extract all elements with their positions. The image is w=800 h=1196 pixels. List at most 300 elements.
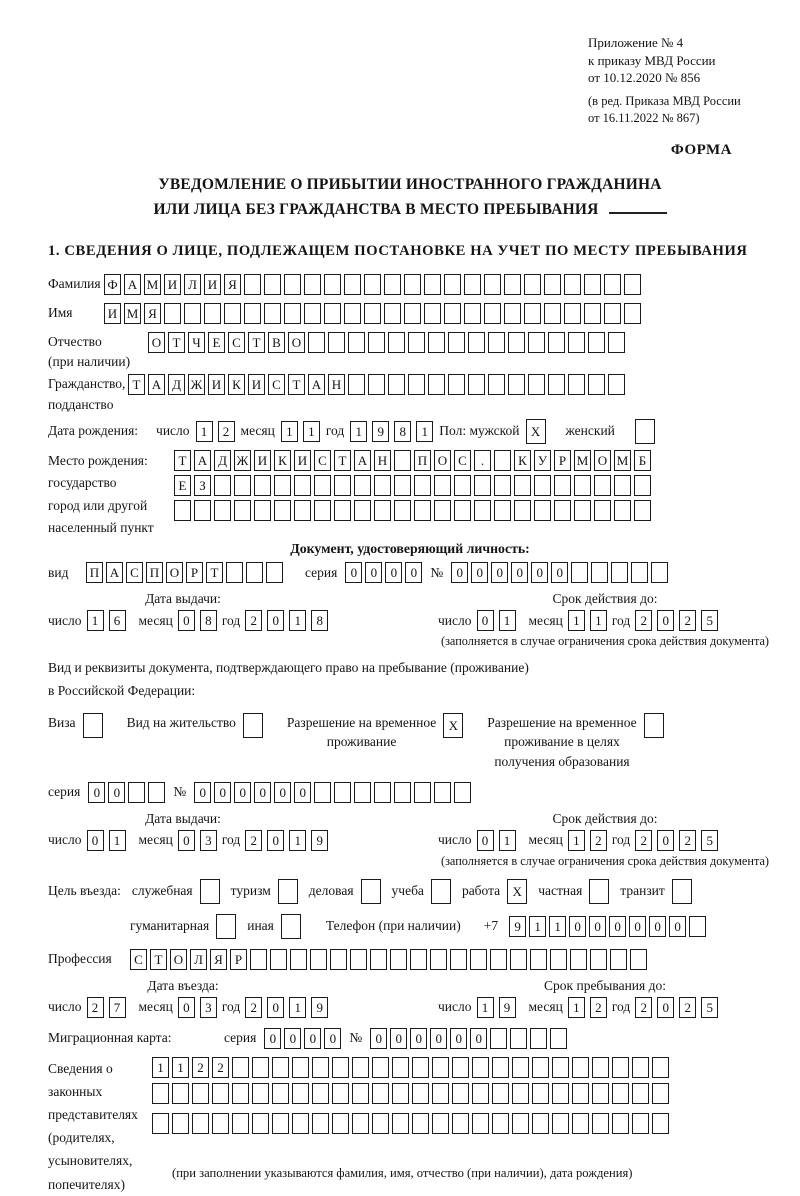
empty-cell[interactable] <box>172 1083 189 1104</box>
filled-cell[interactable]: 9 <box>311 830 328 851</box>
empty-cell[interactable] <box>274 475 291 496</box>
empty-cell[interactable] <box>226 562 243 583</box>
empty-cell[interactable] <box>292 1113 309 1134</box>
purpose-humanitarian-checkbox[interactable] <box>216 914 236 939</box>
empty-cell[interactable] <box>652 1113 669 1134</box>
filled-cell[interactable]: 1 <box>281 421 298 442</box>
filled-cell[interactable]: 0 <box>657 997 674 1018</box>
empty-cell[interactable] <box>592 1113 609 1134</box>
empty-cell[interactable] <box>514 475 531 496</box>
empty-cell[interactable] <box>604 303 621 324</box>
empty-cell[interactable] <box>364 274 381 295</box>
filled-cell[interactable]: 0 <box>511 562 528 583</box>
filled-cell[interactable]: 0 <box>284 1028 301 1049</box>
empty-cell[interactable] <box>454 782 471 803</box>
filled-cell[interactable]: Б <box>634 450 651 471</box>
empty-cell[interactable] <box>452 1083 469 1104</box>
residence-permit-checkbox[interactable] <box>243 713 263 738</box>
empty-cell[interactable] <box>428 332 445 353</box>
empty-cell[interactable] <box>651 562 668 583</box>
empty-cell[interactable] <box>344 303 361 324</box>
empty-cell[interactable] <box>128 782 145 803</box>
filled-cell[interactable]: О <box>148 332 165 353</box>
filled-cell[interactable]: 0 <box>294 782 311 803</box>
empty-cell[interactable] <box>474 475 491 496</box>
empty-cell[interactable] <box>434 500 451 521</box>
empty-cell[interactable] <box>332 1057 349 1078</box>
filled-cell[interactable]: 2 <box>635 830 652 851</box>
filled-cell[interactable]: С <box>228 332 245 353</box>
filled-cell[interactable]: 2 <box>218 421 235 442</box>
filled-cell[interactable]: 1 <box>590 610 607 631</box>
empty-cell[interactable] <box>390 949 407 970</box>
empty-cell[interactable] <box>492 1057 509 1078</box>
empty-cell[interactable] <box>370 949 387 970</box>
purpose-transit-checkbox[interactable] <box>672 879 692 904</box>
empty-cell[interactable] <box>284 274 301 295</box>
empty-cell[interactable] <box>304 274 321 295</box>
empty-cell[interactable] <box>216 914 236 939</box>
empty-cell[interactable] <box>488 332 505 353</box>
filled-cell[interactable]: 2 <box>679 610 696 631</box>
empty-cell[interactable] <box>452 1113 469 1134</box>
filled-cell[interactable]: 0 <box>267 830 284 851</box>
empty-cell[interactable] <box>568 374 585 395</box>
empty-cell[interactable] <box>612 1057 629 1078</box>
empty-cell[interactable] <box>412 1057 429 1078</box>
empty-cell[interactable] <box>428 374 445 395</box>
empty-cell[interactable] <box>392 1083 409 1104</box>
empty-cell[interactable] <box>634 475 651 496</box>
empty-cell[interactable] <box>292 1057 309 1078</box>
filled-cell[interactable]: 9 <box>509 916 526 937</box>
gender-male-checkbox[interactable] <box>526 419 546 444</box>
empty-cell[interactable] <box>532 1083 549 1104</box>
empty-cell[interactable] <box>494 500 511 521</box>
empty-cell[interactable] <box>550 1028 567 1049</box>
empty-cell[interactable] <box>548 332 565 353</box>
empty-cell[interactable] <box>490 1028 507 1049</box>
empty-cell[interactable] <box>314 500 331 521</box>
filled-cell[interactable]: 0 <box>470 1028 487 1049</box>
purpose-other-checkbox[interactable] <box>281 914 301 939</box>
empty-cell[interactable] <box>450 949 467 970</box>
filled-cell[interactable]: 0 <box>178 610 195 631</box>
filled-cell[interactable]: О <box>434 450 451 471</box>
empty-cell[interactable] <box>484 274 501 295</box>
empty-cell[interactable] <box>246 562 263 583</box>
empty-cell[interactable] <box>444 303 461 324</box>
empty-cell[interactable] <box>384 303 401 324</box>
empty-cell[interactable] <box>474 500 491 521</box>
empty-cell[interactable] <box>424 274 441 295</box>
filled-cell[interactable]: П <box>86 562 103 583</box>
filled-cell[interactable]: 0 <box>234 782 251 803</box>
filled-cell[interactable]: 2 <box>212 1057 229 1078</box>
empty-cell[interactable] <box>83 713 103 738</box>
filled-cell[interactable]: 0 <box>609 916 626 937</box>
empty-cell[interactable] <box>324 303 341 324</box>
filled-cell[interactable]: 5 <box>701 610 718 631</box>
empty-cell[interactable] <box>294 475 311 496</box>
empty-cell[interactable] <box>524 303 541 324</box>
empty-cell[interactable] <box>404 274 421 295</box>
filled-cell[interactable]: А <box>308 374 325 395</box>
filled-cell[interactable]: Е <box>174 475 191 496</box>
empty-cell[interactable] <box>591 562 608 583</box>
empty-cell[interactable] <box>243 713 263 738</box>
filled-cell[interactable]: Я <box>144 303 161 324</box>
empty-cell[interactable] <box>388 374 405 395</box>
empty-cell[interactable] <box>652 1083 669 1104</box>
filled-cell[interactable]: С <box>130 949 147 970</box>
empty-cell[interactable] <box>200 879 220 904</box>
empty-cell[interactable] <box>589 879 609 904</box>
empty-cell[interactable] <box>352 1083 369 1104</box>
filled-cell[interactable]: 0 <box>629 916 646 937</box>
empty-cell[interactable] <box>672 879 692 904</box>
empty-cell[interactable] <box>492 1113 509 1134</box>
empty-cell[interactable] <box>608 332 625 353</box>
empty-cell[interactable] <box>512 1113 529 1134</box>
filled-cell[interactable]: Е <box>208 332 225 353</box>
empty-cell[interactable] <box>264 274 281 295</box>
empty-cell[interactable] <box>468 332 485 353</box>
filled-cell[interactable]: 0 <box>430 1028 447 1049</box>
filled-cell[interactable]: 0 <box>477 610 494 631</box>
empty-cell[interactable] <box>250 949 267 970</box>
filled-cell[interactable]: 1 <box>568 610 585 631</box>
empty-cell[interactable] <box>264 303 281 324</box>
empty-cell[interactable] <box>394 500 411 521</box>
empty-cell[interactable] <box>352 1113 369 1134</box>
filled-cell[interactable]: Р <box>186 562 203 583</box>
filled-cell[interactable]: О <box>170 949 187 970</box>
empty-cell[interactable] <box>212 1113 229 1134</box>
filled-cell[interactable]: К <box>274 450 291 471</box>
empty-cell[interactable] <box>689 916 706 937</box>
empty-cell[interactable] <box>414 475 431 496</box>
empty-cell[interactable] <box>644 713 664 738</box>
empty-cell[interactable] <box>232 1083 249 1104</box>
empty-cell[interactable] <box>590 949 607 970</box>
empty-cell[interactable] <box>504 274 521 295</box>
filled-cell[interactable]: 0 <box>390 1028 407 1049</box>
empty-cell[interactable] <box>232 1057 249 1078</box>
filled-cell[interactable]: 0 <box>214 782 231 803</box>
empty-cell[interactable] <box>494 450 511 471</box>
filled-cell[interactable]: 0 <box>88 782 105 803</box>
empty-cell[interactable] <box>652 1057 669 1078</box>
filled-cell[interactable]: Ж <box>188 374 205 395</box>
empty-cell[interactable] <box>408 332 425 353</box>
empty-cell[interactable] <box>564 303 581 324</box>
filled-cell[interactable]: 1 <box>196 421 213 442</box>
filled-cell[interactable]: В <box>268 332 285 353</box>
empty-cell[interactable] <box>368 374 385 395</box>
empty-cell[interactable] <box>448 374 465 395</box>
filled-cell[interactable]: 1 <box>109 830 126 851</box>
empty-cell[interactable] <box>432 1057 449 1078</box>
filled-cell[interactable]: И <box>164 274 181 295</box>
empty-cell[interactable] <box>354 475 371 496</box>
filled-cell[interactable]: Т <box>334 450 351 471</box>
empty-cell[interactable] <box>234 500 251 521</box>
empty-cell[interactable] <box>464 303 481 324</box>
empty-cell[interactable] <box>634 500 651 521</box>
empty-cell[interactable] <box>552 1113 569 1134</box>
filled-cell[interactable]: 0 <box>589 916 606 937</box>
empty-cell[interactable] <box>192 1113 209 1134</box>
filled-cell[interactable]: О <box>166 562 183 583</box>
filled-cell[interactable]: Р <box>230 949 247 970</box>
empty-cell[interactable] <box>266 562 283 583</box>
filled-cell[interactable]: 5 <box>701 830 718 851</box>
purpose-work-checkbox[interactable] <box>507 879 527 904</box>
filled-cell[interactable]: А <box>124 274 141 295</box>
empty-cell[interactable] <box>468 374 485 395</box>
empty-cell[interactable] <box>314 475 331 496</box>
filled-cell[interactable]: 0 <box>267 997 284 1018</box>
filled-cell[interactable]: М <box>144 274 161 295</box>
filled-cell[interactable]: А <box>194 450 211 471</box>
empty-cell[interactable] <box>254 500 271 521</box>
empty-cell[interactable] <box>324 274 341 295</box>
filled-cell[interactable]: 1 <box>416 421 433 442</box>
empty-cell[interactable] <box>530 1028 547 1049</box>
empty-cell[interactable] <box>568 332 585 353</box>
filled-cell[interactable]: 0 <box>264 1028 281 1049</box>
empty-cell[interactable] <box>584 274 601 295</box>
filled-cell[interactable]: 0 <box>649 916 666 937</box>
empty-cell[interactable] <box>484 303 501 324</box>
empty-cell[interactable] <box>504 303 521 324</box>
empty-cell[interactable] <box>572 1057 589 1078</box>
empty-cell[interactable] <box>152 1083 169 1104</box>
filled-cell[interactable]: С <box>126 562 143 583</box>
empty-cell[interactable] <box>592 1083 609 1104</box>
empty-cell[interactable] <box>394 475 411 496</box>
empty-cell[interactable] <box>472 1057 489 1078</box>
filled-cell[interactable]: 0 <box>267 610 284 631</box>
purpose-tourism-checkbox[interactable] <box>278 879 298 904</box>
empty-cell[interactable] <box>492 1083 509 1104</box>
empty-cell[interactable] <box>214 475 231 496</box>
empty-cell[interactable] <box>392 1113 409 1134</box>
empty-cell[interactable] <box>412 1083 429 1104</box>
empty-cell[interactable] <box>444 274 461 295</box>
empty-cell[interactable] <box>372 1113 389 1134</box>
empty-cell[interactable] <box>374 500 391 521</box>
filled-cell[interactable]: 1 <box>549 916 566 937</box>
filled-cell[interactable]: А <box>354 450 371 471</box>
filled-cell[interactable]: Л <box>190 949 207 970</box>
filled-cell[interactable]: 2 <box>245 997 262 1018</box>
empty-cell[interactable] <box>610 949 627 970</box>
purpose-private-checkbox[interactable] <box>589 879 609 904</box>
filled-cell[interactable]: М <box>124 303 141 324</box>
empty-cell[interactable] <box>314 782 331 803</box>
empty-cell[interactable] <box>354 782 371 803</box>
empty-cell[interactable] <box>464 274 481 295</box>
empty-cell[interactable] <box>364 303 381 324</box>
filled-cell[interactable]: 1 <box>529 916 546 937</box>
filled-cell[interactable]: 7 <box>109 997 126 1018</box>
empty-cell[interactable] <box>404 303 421 324</box>
empty-cell[interactable] <box>274 500 291 521</box>
empty-cell[interactable] <box>432 1113 449 1134</box>
filled-cell[interactable]: П <box>414 450 431 471</box>
filled-cell[interactable]: М <box>574 450 591 471</box>
filled-cell[interactable]: 2 <box>679 997 696 1018</box>
gender-female-checkbox[interactable] <box>635 419 655 444</box>
empty-cell[interactable] <box>312 1057 329 1078</box>
empty-cell[interactable] <box>281 914 301 939</box>
filled-cell[interactable]: 1 <box>289 830 306 851</box>
empty-cell[interactable] <box>394 782 411 803</box>
filled-cell[interactable]: И <box>248 374 265 395</box>
filled-cell[interactable]: Ч <box>188 332 205 353</box>
empty-cell[interactable] <box>490 949 507 970</box>
filled-cell[interactable]: О <box>594 450 611 471</box>
filled-cell[interactable]: А <box>106 562 123 583</box>
empty-cell[interactable] <box>534 475 551 496</box>
empty-cell[interactable] <box>632 1083 649 1104</box>
filled-cell[interactable]: 0 <box>365 562 382 583</box>
empty-cell[interactable] <box>272 1057 289 1078</box>
filled-cell[interactable]: 1 <box>499 830 516 851</box>
empty-cell[interactable] <box>470 949 487 970</box>
empty-cell[interactable] <box>394 450 411 471</box>
empty-cell[interactable] <box>534 500 551 521</box>
empty-cell[interactable] <box>632 1057 649 1078</box>
filled-cell[interactable]: 0 <box>410 1028 427 1049</box>
empty-cell[interactable] <box>148 782 165 803</box>
filled-cell[interactable]: Я <box>224 274 241 295</box>
filled-cell[interactable]: Д <box>214 450 231 471</box>
filled-cell[interactable]: X <box>443 713 463 738</box>
empty-cell[interactable] <box>454 500 471 521</box>
empty-cell[interactable] <box>510 949 527 970</box>
empty-cell[interactable] <box>592 1057 609 1078</box>
empty-cell[interactable] <box>508 332 525 353</box>
empty-cell[interactable] <box>508 374 525 395</box>
filled-cell[interactable]: Л <box>184 274 201 295</box>
filled-cell[interactable]: И <box>254 450 271 471</box>
filled-cell[interactable]: 1 <box>477 997 494 1018</box>
empty-cell[interactable] <box>372 1083 389 1104</box>
filled-cell[interactable]: О <box>288 332 305 353</box>
empty-cell[interactable] <box>570 949 587 970</box>
empty-cell[interactable] <box>412 1113 429 1134</box>
filled-cell[interactable]: А <box>148 374 165 395</box>
empty-cell[interactable] <box>374 782 391 803</box>
empty-cell[interactable] <box>452 1057 469 1078</box>
filled-cell[interactable]: 3 <box>200 997 217 1018</box>
filled-cell[interactable]: 9 <box>499 997 516 1018</box>
filled-cell[interactable]: 1 <box>289 610 306 631</box>
empty-cell[interactable] <box>434 475 451 496</box>
empty-cell[interactable] <box>635 419 655 444</box>
empty-cell[interactable] <box>608 374 625 395</box>
empty-cell[interactable] <box>368 332 385 353</box>
filled-cell[interactable]: 0 <box>274 782 291 803</box>
empty-cell[interactable] <box>564 274 581 295</box>
filled-cell[interactable]: X <box>526 419 546 444</box>
empty-cell[interactable] <box>532 1057 549 1078</box>
empty-cell[interactable] <box>528 374 545 395</box>
empty-cell[interactable] <box>614 475 631 496</box>
empty-cell[interactable] <box>372 1057 389 1078</box>
empty-cell[interactable] <box>328 332 345 353</box>
empty-cell[interactable] <box>350 949 367 970</box>
filled-cell[interactable]: Р <box>554 450 571 471</box>
empty-cell[interactable] <box>524 274 541 295</box>
empty-cell[interactable] <box>528 332 545 353</box>
filled-cell[interactable]: Н <box>374 450 391 471</box>
filled-cell[interactable]: 2 <box>245 830 262 851</box>
empty-cell[interactable] <box>588 332 605 353</box>
filled-cell[interactable]: С <box>268 374 285 395</box>
filled-cell[interactable]: Т <box>248 332 265 353</box>
filled-cell[interactable]: 0 <box>87 830 104 851</box>
filled-cell[interactable]: У <box>534 450 551 471</box>
empty-cell[interactable] <box>244 303 261 324</box>
filled-cell[interactable]: 2 <box>679 830 696 851</box>
empty-cell[interactable] <box>472 1083 489 1104</box>
filled-cell[interactable]: 2 <box>245 610 262 631</box>
filled-cell[interactable]: 0 <box>385 562 402 583</box>
empty-cell[interactable] <box>424 303 441 324</box>
rvp-education-checkbox[interactable] <box>644 713 664 738</box>
filled-cell[interactable]: Ф <box>104 274 121 295</box>
filled-cell[interactable]: . <box>474 450 491 471</box>
filled-cell[interactable]: 1 <box>172 1057 189 1078</box>
empty-cell[interactable] <box>574 500 591 521</box>
filled-cell[interactable]: 0 <box>324 1028 341 1049</box>
empty-cell[interactable] <box>548 374 565 395</box>
empty-cell[interactable] <box>172 1113 189 1134</box>
empty-cell[interactable] <box>430 949 447 970</box>
empty-cell[interactable] <box>310 949 327 970</box>
empty-cell[interactable] <box>374 475 391 496</box>
empty-cell[interactable] <box>304 303 321 324</box>
empty-cell[interactable] <box>204 303 221 324</box>
filled-cell[interactable]: З <box>194 475 211 496</box>
empty-cell[interactable] <box>614 500 631 521</box>
filled-cell[interactable]: 2 <box>635 997 652 1018</box>
empty-cell[interactable] <box>312 1113 329 1134</box>
empty-cell[interactable] <box>294 500 311 521</box>
filled-cell[interactable]: Ж <box>234 450 251 471</box>
purpose-study-checkbox[interactable] <box>431 879 451 904</box>
empty-cell[interactable] <box>414 782 431 803</box>
empty-cell[interactable] <box>152 1113 169 1134</box>
filled-cell[interactable]: Я <box>210 949 227 970</box>
empty-cell[interactable] <box>488 374 505 395</box>
filled-cell[interactable]: 1 <box>499 610 516 631</box>
empty-cell[interactable] <box>384 274 401 295</box>
filled-cell[interactable]: 1 <box>568 997 585 1018</box>
empty-cell[interactable] <box>392 1057 409 1078</box>
empty-cell[interactable] <box>554 500 571 521</box>
empty-cell[interactable] <box>414 500 431 521</box>
empty-cell[interactable] <box>312 1083 329 1104</box>
empty-cell[interactable] <box>252 1083 269 1104</box>
empty-cell[interactable] <box>308 332 325 353</box>
filled-cell[interactable]: 8 <box>311 610 328 631</box>
filled-cell[interactable]: 0 <box>569 916 586 937</box>
